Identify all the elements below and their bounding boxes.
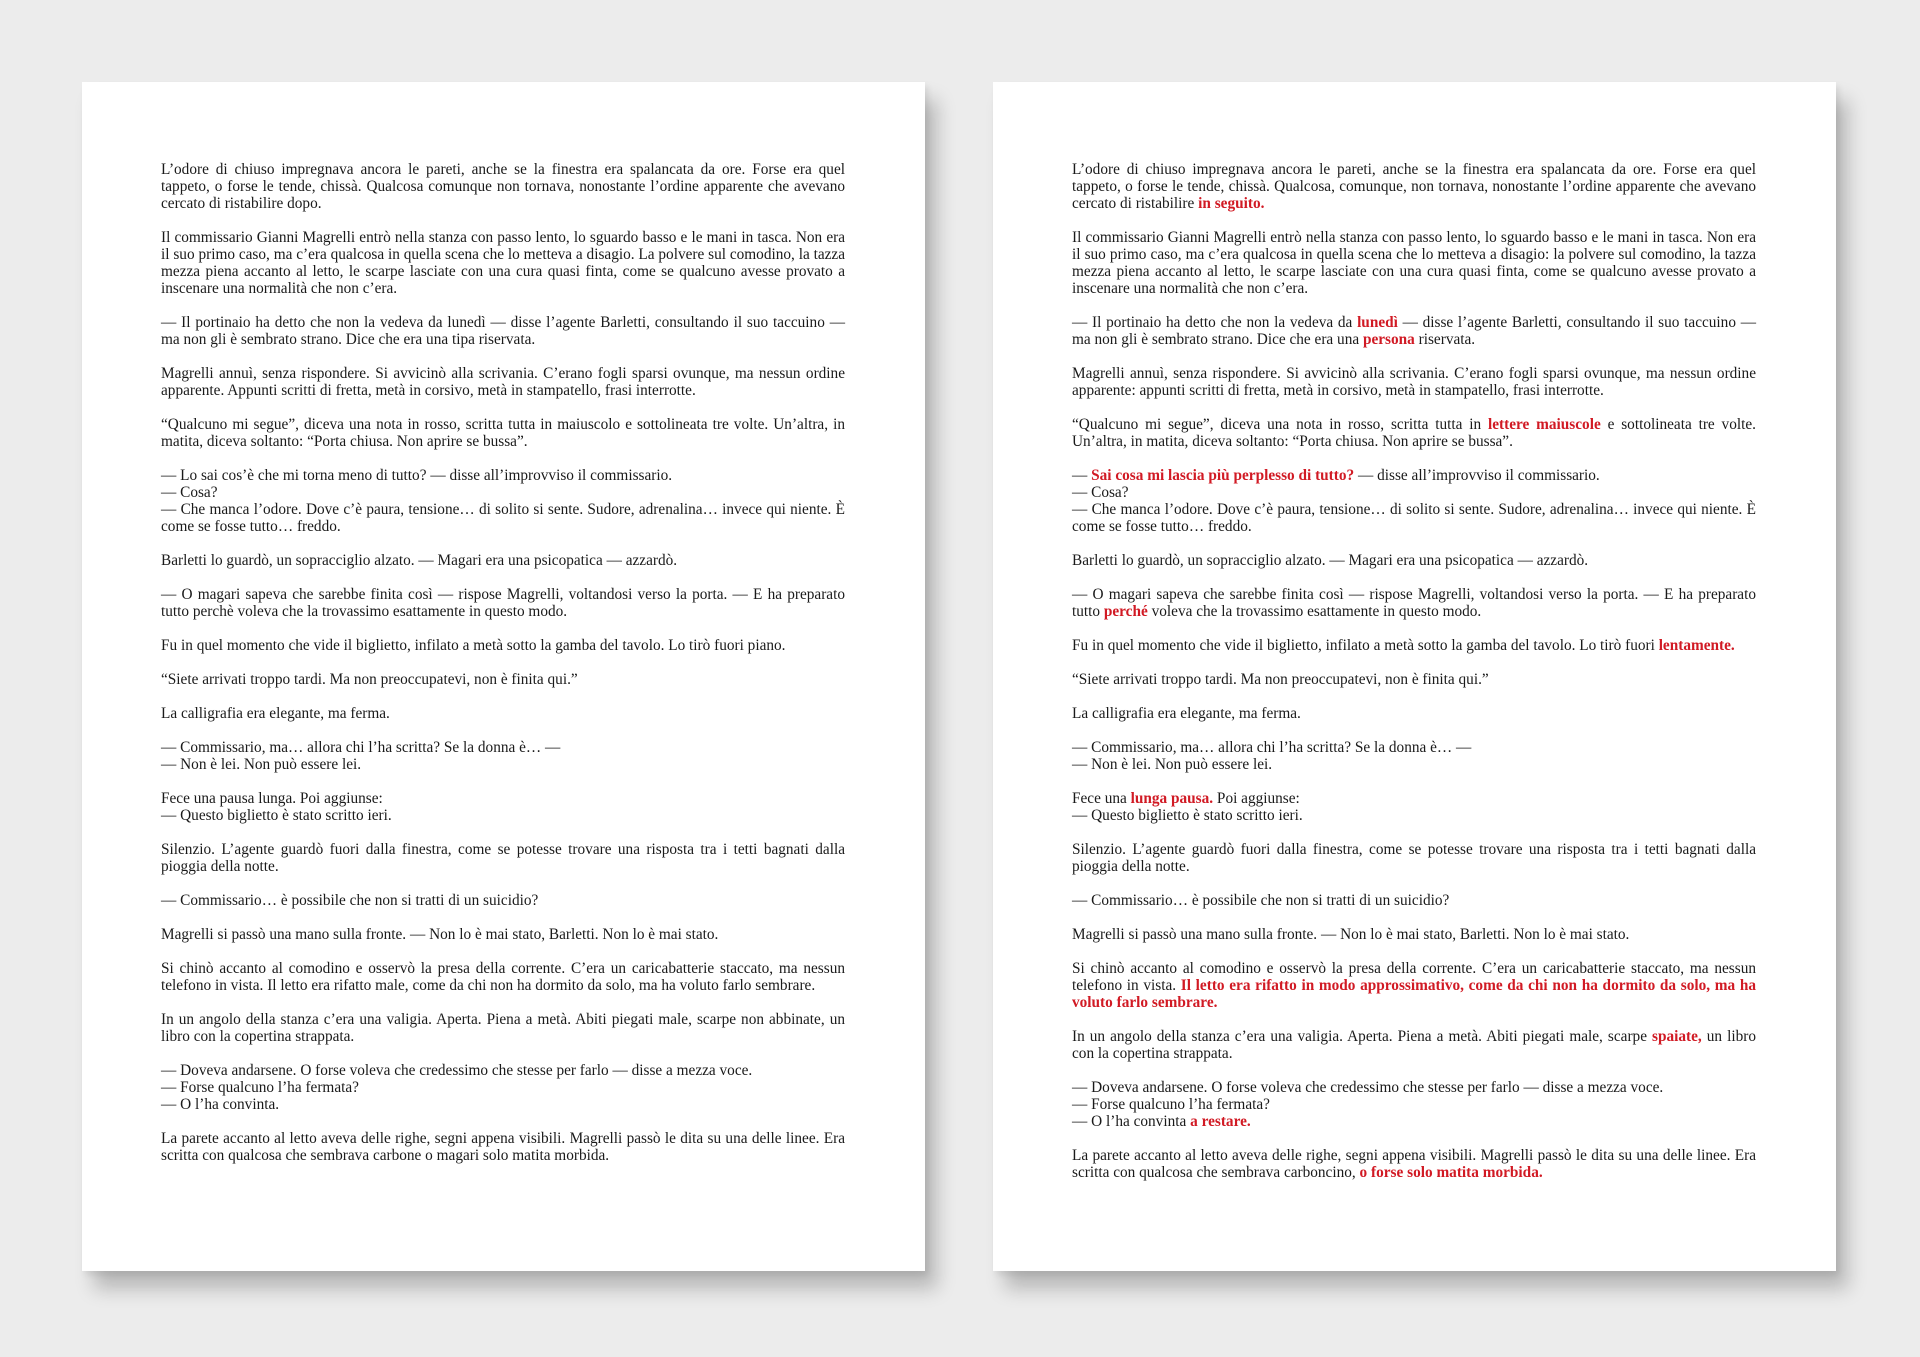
paragraph [1072, 705, 1756, 722]
text-run: — O magari sapeva che sarebbe finita così — rispose Magrelli, voltandosi verso la porta. — E ha preparato tutto [1072, 586, 1756, 620]
text-line: La parete accanto al letto aveva delle righe, segni appena visibili. Magrelli passò le dita su una delle linee. Era scritta con qualcosa che sembrava carbone o magari solo matita morbida. [161, 1130, 845, 1164]
text-line: “Qualcuno mi segue”, diceva una nota in rosso, scritta tutta in maiuscolo e sottolineata tre volte. Un’altra, in matita, diceva soltanto: “Porta chiusa. Non aprire se bussa”. [161, 416, 845, 450]
text-run: Silenzio. L’agente guardò fuori dalla finestra, come se potesse trovare una risposta tra i tetti bagnati dalla pioggia della notte. [1072, 841, 1756, 875]
paragraph [161, 161, 845, 212]
text-run: Fu in quel momento che vide il biglietto, infilato a metà sotto la gamba del tavolo. Lo tirò fuori [1072, 637, 1659, 654]
paragraph [161, 671, 845, 688]
highlighted-revision: lunedì [1357, 314, 1398, 331]
paragraph [1072, 790, 1756, 824]
highlighted-revision: lettere maiuscole [1487, 416, 1601, 433]
text-line: Magrelli si passò una mano sulla fronte. — Non lo è mai stato, Barletti. Non lo è mai stato. [161, 926, 719, 943]
text-run: — disse l’agente Barletti, consultando il suo taccuino — ma non gli è sembrato strano. Dice che era una [1072, 314, 1756, 348]
paragraph [161, 790, 845, 824]
paragraph [161, 739, 845, 773]
paragraph [1072, 314, 1756, 348]
paragraph [161, 1130, 845, 1164]
text-run: Poi aggiunse: [1213, 790, 1300, 807]
highlighted-revision: persona [1362, 331, 1415, 348]
highlighted-revision: Sai cosa mi lascia più perplesso di tutto? [1091, 467, 1355, 484]
text-run: Il commissario Gianni Magrelli entrò nella stanza con passo lento, lo sguardo basso e le mani in tasca. Non era il suo primo caso, ma c’era qualcosa in quella scena che lo metteva a disagio: la polvere sul comodino, la tazza mezza piena accanto al letto, le scarpe lasciate con una cura quasi finta, come se qualcuno avesse provato a inscenare una normalità che non c’era. [1072, 229, 1756, 297]
text-line: — Non è lei. Non può essere lei. [161, 756, 362, 773]
paragraph [161, 637, 845, 654]
paragraph [161, 926, 845, 943]
text-line: Si chinò accanto al comodino e osservò la presa della corrente. C’era un caricabatterie staccato, ma nessun telefono in vista. Il letto era rifatto male, come da chi non ha dormito da solo, ma ha voluto farlo sembrare. [161, 960, 845, 994]
text-run: riservata. [1414, 331, 1476, 348]
text-run: un libro con la copertina strappata. [1072, 1028, 1756, 1062]
highlighted-revision: Il letto era rifatto in modo approssimativo, come da chi non ha dormito da solo, ma ha voluto farlo sembrare. [1072, 977, 1756, 1011]
text-line: — Questo biglietto è stato scritto ieri. [161, 807, 392, 824]
text-run: Barletti lo guardò, un sopracciglio alzato. — Magari era una psicopatica — azzardò. [1072, 552, 1589, 569]
text-run: — Il portinaio ha detto che non la vedeva da [1072, 314, 1358, 331]
highlighted-revision: spaiate, [1652, 1028, 1702, 1045]
text-line: — Cosa? [161, 484, 218, 501]
paragraph [1072, 365, 1756, 399]
highlighted-revision: in seguito. [1198, 195, 1265, 212]
text-line: Il commissario Gianni Magrelli entrò nella stanza con passo lento, lo sguardo basso e le mani in tasca. Non era il suo primo caso, ma c’era qualcosa in quella scena che lo metteva a disagio. La polvere sul comodino, la tazza mezza piena accanto al letto, le scarpe lasciate con una cura quasi finta, come se qualcuno avesse provato a inscenare una normalità che non c’era. [161, 229, 845, 297]
text-run: La calligrafia era elegante, ma ferma. [1072, 705, 1301, 722]
highlighted-revision: o forse solo matita morbida. [1359, 1164, 1543, 1181]
paragraph [161, 552, 845, 569]
paragraph [161, 705, 845, 722]
paragraph [1072, 1079, 1756, 1130]
text-line: Fu in quel momento che vide il biglietto, infilato a metà sotto la gamba del tavolo. Lo tirò fuori piano. [161, 637, 786, 654]
text-run: — Cosa? [1072, 484, 1129, 501]
text-line: — Il portinaio ha detto che non la vedeva da lunedì — disse l’agente Barletti, consultando il suo taccuino — ma non gli è sembrato strano. Dice che era una tipa riservata. [161, 314, 845, 348]
text-line: In un angolo della stanza c’era una valigia. Aperta. Piena a metà. Abiti piegati male, scarpe non abbinate, un libro con la copertina strappata. [161, 1011, 845, 1045]
text-run: Magrelli si passò una mano sulla fronte. — Non lo è mai stato, Barletti. Non lo è mai stato. [1072, 926, 1630, 943]
paragraph [1072, 960, 1756, 1011]
text-run: — Questo biglietto è stato scritto ieri. [1072, 807, 1303, 824]
text-run: — Che manca l’odore. Dove c’è paura, tensione… di solito si sente. Sudore, adrenalina… invece qui niente. È come se fosse tutto… freddo. [1072, 501, 1756, 535]
text-line: L’odore di chiuso impregnava ancora le pareti, anche se la finestra era spalancata da ore. Forse era quel tappeto, o forse le tende, chissà. Qualcosa comunque non tornava, nonostante l’ordine apparente che avevano cercato di ristabilire dopo. [161, 161, 845, 212]
paragraph [1072, 841, 1756, 875]
paragraph [161, 892, 845, 909]
text-line: — Doveva andarsene. O forse voleva che credessimo che stesse per farlo — disse a mezza voce. [161, 1062, 753, 1079]
text-run: L’odore di chiuso impregnava ancora le pareti, anche se la finestra era spalancata da ore. Forse era quel tappeto, o forse le tende, chissà. Qualcosa, comunque, non tornava, nonostante l’ordine apparente che avevano cercato di ristabilire [1072, 161, 1756, 212]
text-line: — O magari sapeva che sarebbe finita così — rispose Magrelli, voltandosi verso la porta. — E ha preparato tutto perchè voleva che la trovassimo esattamente in questo modo. [161, 586, 845, 620]
revised-text-page [993, 82, 1836, 1271]
paragraph [1072, 416, 1756, 450]
text-run: — O l’ha convinta [1072, 1113, 1191, 1130]
text-line: — Che manca l’odore. Dove c’è paura, tensione… di solito si sente. Sudore, adrenalina… invece qui niente. È come se fosse tutto… freddo. [161, 501, 845, 535]
highlighted-revision: perché [1103, 603, 1148, 620]
text-run: — disse all’improvviso il commissario. [1354, 467, 1600, 484]
paragraph [1072, 467, 1756, 535]
paragraph [161, 229, 845, 297]
highlighted-revision: lentamente. [1658, 637, 1735, 654]
text-run: “Qualcuno mi segue”, diceva una nota in rosso, scritta tutta in [1072, 416, 1488, 433]
paragraph [1072, 637, 1756, 654]
paragraph [1072, 1028, 1756, 1062]
text-run: — Forse qualcuno l’ha fermata? [1072, 1096, 1270, 1113]
text-run: — Commissario… è possibile che non si tratti di un suicidio? [1072, 892, 1450, 909]
text-run: — Non è lei. Non può essere lei. [1072, 756, 1273, 773]
text-run: e sottolineata tre volte. Un’altra, in matita, diceva soltanto: “Porta chiusa. Non aprire se bussa”. [1072, 416, 1756, 450]
paragraph [161, 1011, 845, 1045]
highlighted-revision: a restare. [1190, 1113, 1251, 1130]
text-line: La calligrafia era elegante, ma ferma. [161, 705, 390, 722]
revised-text-body [1072, 161, 1756, 1181]
text-run: — [1072, 467, 1092, 484]
paragraph [1072, 161, 1756, 212]
paragraph [1072, 552, 1756, 569]
highlighted-revision: lunga pausa. [1130, 790, 1214, 807]
text-run: — Doveva andarsene. O forse voleva che credessimo che stesse per farlo — disse a mezza voce. [1072, 1079, 1664, 1096]
text-run: In un angolo della stanza c’era una valigia. Aperta. Piena a metà. Abiti piegati male, scarpe [1072, 1028, 1653, 1045]
paragraph [161, 586, 845, 620]
paragraph [1072, 926, 1756, 943]
paragraph [161, 841, 845, 875]
original-text-page [82, 82, 925, 1271]
text-line: Magrelli annuì, senza rispondere. Si avvicinò alla scrivania. C’erano fogli sparsi ovunque, ma nessun ordine apparente. Appunti scritti di fretta, metà in corsivo, metà in stampatello, frasi interrotte. [161, 365, 845, 399]
text-line: — Forse qualcuno l’ha fermata? [161, 1079, 359, 1096]
text-run: Fece una [1072, 790, 1131, 807]
paragraph [1072, 671, 1756, 688]
original-text-body [161, 161, 845, 1164]
paragraph [1072, 1147, 1756, 1181]
paragraph [1072, 739, 1756, 773]
paragraph [161, 365, 845, 399]
text-line: — O l’ha convinta. [161, 1096, 280, 1113]
paragraph [161, 314, 845, 348]
text-line: — Lo sai cos’è che mi torna meno di tutto? — disse all’improvviso il commissario. [161, 467, 673, 484]
text-line: Fece una pausa lunga. Poi aggiunse: [161, 790, 383, 807]
text-line: Barletti lo guardò, un sopracciglio alzato. — Magari era una psicopatica — azzardò. [161, 552, 678, 569]
text-line: — Commissario… è possibile che non si tratti di un suicidio? [161, 892, 539, 909]
text-line: — Commissario, ma… allora chi l’ha scritta? Se la donna è… — [161, 739, 561, 756]
text-run: La parete accanto al letto aveva delle righe, segni appena visibili. Magrelli passò le dita su una delle linee. Era scritta con qualcosa che sembrava carboncino, [1072, 1147, 1756, 1181]
text-line: Silenzio. L’agente guardò fuori dalla finestra, come se potesse trovare una risposta tra i tetti bagnati dalla pioggia della notte. [161, 841, 845, 875]
paragraph [1072, 229, 1756, 297]
text-run: Si chinò accanto al comodino e osservò la presa della corrente. C’era un caricabatterie staccato, ma nessun telefono in vista. [1072, 960, 1756, 994]
paragraph [1072, 586, 1756, 620]
text-run: Magrelli annuì, senza rispondere. Si avvicinò alla scrivania. C’erano fogli sparsi ovunque, ma nessun ordine apparente: appunti scritti di fretta, metà in corsivo, metà in stampatello, frasi interrotte. [1072, 365, 1756, 399]
paragraph [161, 960, 845, 994]
text-run: — Commissario, ma… allora chi l’ha scritta? Se la donna è… — [1072, 739, 1472, 756]
paragraph [161, 1062, 845, 1113]
text-line: “Siete arrivati troppo tardi. Ma non preoccupatevi, non è finita qui.” [161, 671, 578, 688]
paragraph [1072, 892, 1756, 909]
paragraph [161, 416, 845, 450]
paragraph [161, 467, 845, 535]
text-run: voleva che la trovassimo esattamente in questo modo. [1147, 603, 1482, 620]
text-run: “Siete arrivati troppo tardi. Ma non preoccupatevi, non è finita qui.” [1072, 671, 1489, 688]
